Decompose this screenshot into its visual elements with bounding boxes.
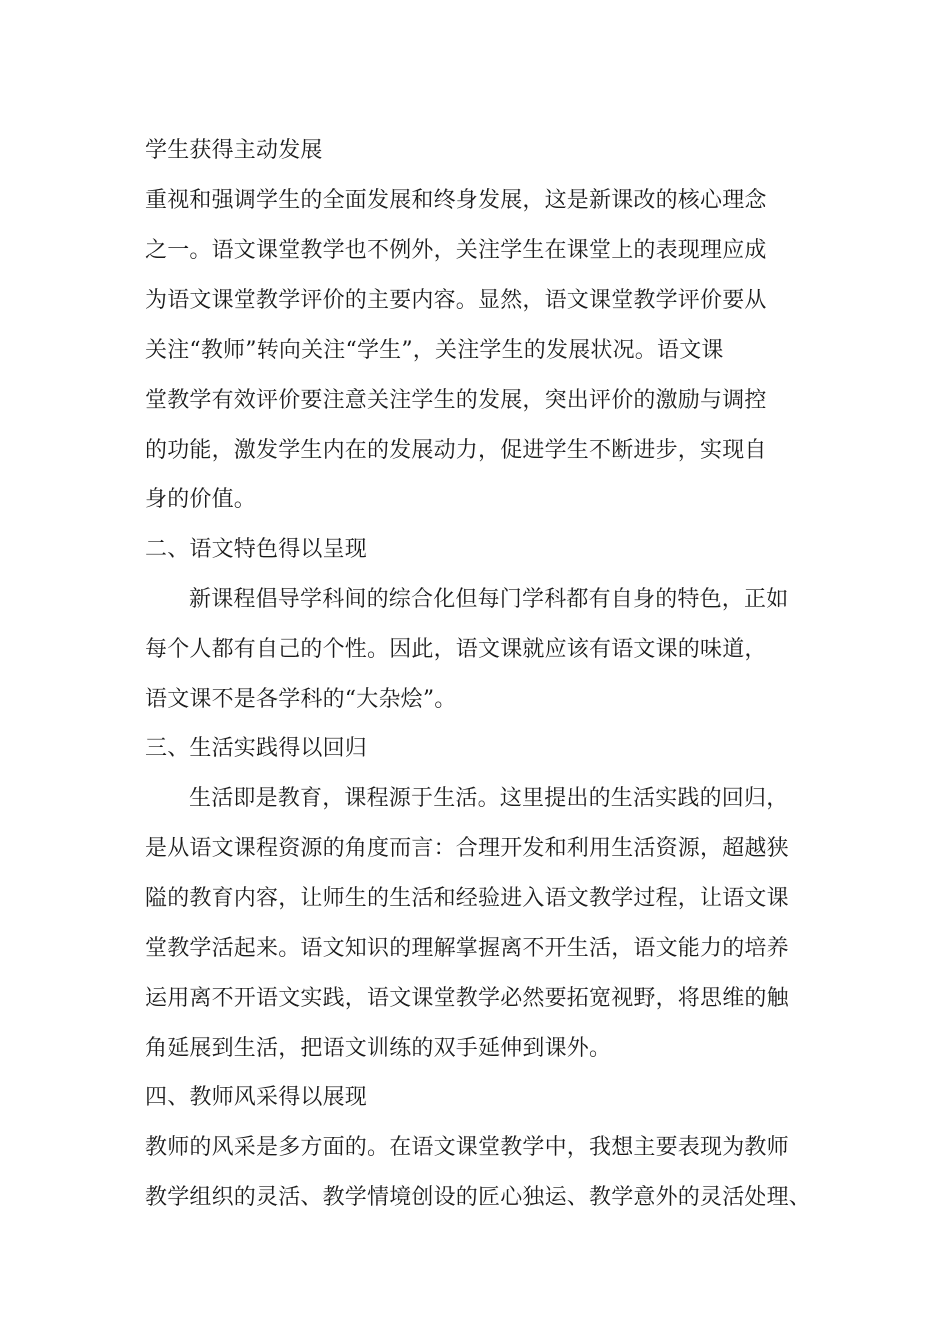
- paragraph-line: 的功能，激发学生内在的发展动力，促进学生不断进步，实现自: [145, 438, 767, 463]
- paragraph-line: 教师的风采是多方面的。在语文课堂教学中，我想主要表现为教师: [145, 1135, 789, 1160]
- section-heading-teacher-style: 四、教师风采得以展现: [145, 1085, 368, 1110]
- paragraph-line: 语文课不是各学科的“大杂烩”。: [145, 687, 457, 712]
- paragraph-line: 新课程倡导学科间的综合化但每门学科都有自身的特色，正如: [189, 587, 789, 612]
- paragraph-line: 重视和强调学生的全面发展和终身发展，这是新课改的核心理念: [145, 188, 767, 213]
- section-heading-life-practice: 三、生活实践得以回归: [145, 736, 368, 761]
- paragraph-line: 是从语文课程资源的角度而言：合理开发和利用生活资源，超越狭: [145, 836, 789, 861]
- paragraph-line: 关注“教师”转向关注“学生”，关注学生的发展状况。语文课: [145, 338, 724, 363]
- paragraph-line: 身的价值。: [145, 487, 257, 512]
- section-heading-student-development: 学生获得主动发展: [145, 138, 323, 163]
- section-heading-chinese-features: 二、语文特色得以呈现: [145, 537, 368, 562]
- paragraph-line: 隘的教育内容，让师生的生活和经验进入语文教学过程，让语文课: [145, 886, 789, 911]
- paragraph-line: 之一。语文课堂教学也不例外，关注学生在课堂上的表现理应成: [145, 238, 767, 263]
- paragraph-line: 生活即是教育，课程源于生活。这里提出的生活实践的回归，: [189, 786, 789, 811]
- paragraph-line: 为语文课堂教学评价的主要内容。显然，语文课堂教学评价要从: [145, 288, 767, 313]
- paragraph-line: 角延展到生活，把语文训练的双手延伸到课外。: [145, 1036, 612, 1061]
- paragraph-line: 堂教学有效评价要注意关注学生的发展，突出评价的激励与调控: [145, 388, 767, 413]
- paragraph-line: 运用离不开语文实践，语文课堂教学必然要拓宽视野，将思维的触: [145, 986, 789, 1011]
- paragraph-line: 每个人都有自己的个性。因此，语文课就应该有语文课的味道，: [145, 637, 767, 662]
- paragraph-line: 教学组织的灵活、教学情境创设的匠心独运、教学意外的灵活处理、: [145, 1185, 812, 1210]
- paragraph-line: 堂教学活起来。语文知识的理解掌握离不开生活，语文能力的培养: [145, 936, 789, 961]
